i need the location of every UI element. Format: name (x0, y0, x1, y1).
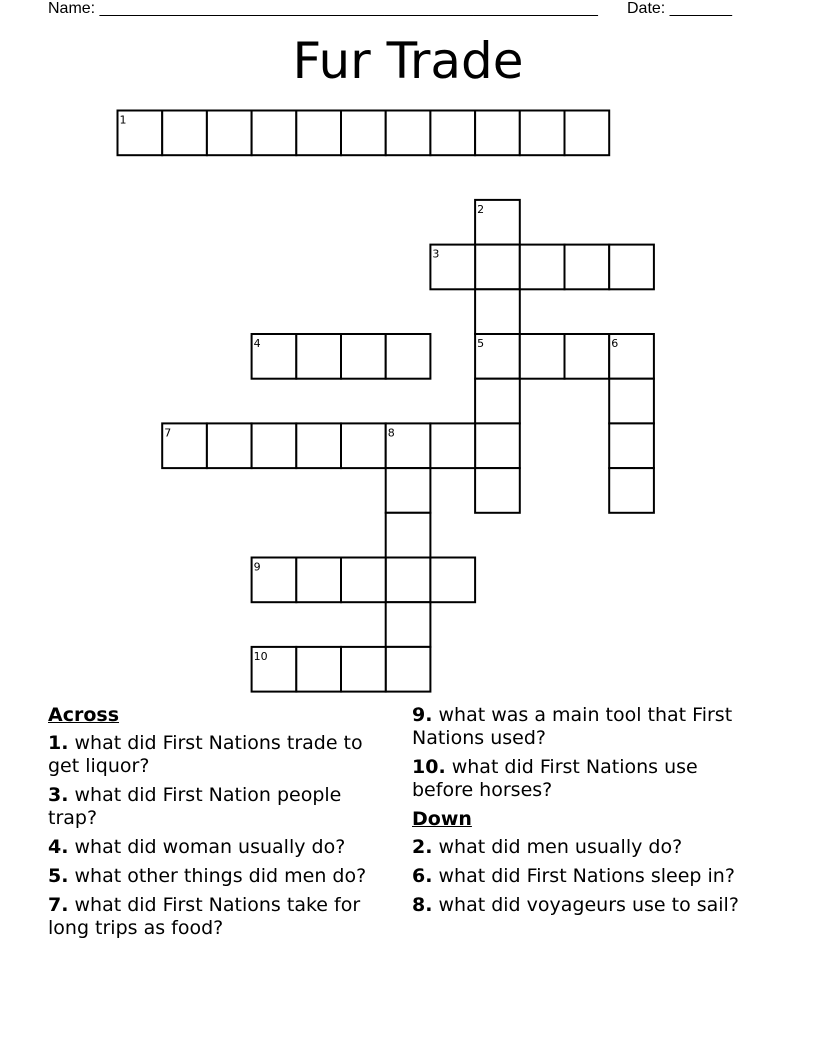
grid-cell[interactable] (386, 513, 431, 558)
grid-cell[interactable] (520, 245, 565, 290)
grid-cell[interactable] (609, 423, 654, 468)
grid-cell[interactable] (386, 334, 431, 379)
date-label: Date: (627, 0, 666, 17)
clue-text: what was a main tool that First Nations used? (412, 704, 733, 749)
clue-across-10 (412, 756, 762, 802)
grid-cell[interactable] (565, 245, 610, 290)
grid-cell[interactable] (565, 334, 610, 379)
grid-cell[interactable] (386, 558, 431, 603)
clue-text: what did First Nations trade to get liquor? (48, 732, 363, 777)
cell-number-label: 6 (611, 337, 619, 350)
grid-cell[interactable] (386, 647, 431, 692)
clue-text: what did men usually do? (438, 836, 683, 858)
grid-cell[interactable] (207, 423, 252, 468)
grid-cell[interactable] (609, 379, 654, 424)
grid-cell[interactable] (475, 289, 520, 334)
cell-number-label: 5 (477, 337, 485, 350)
cell-number-label: 2 (477, 202, 485, 216)
clue-number: 3. (48, 784, 69, 806)
cell-number-label: 8 (387, 426, 395, 440)
clue-text: what did First Nation people trap? (48, 784, 342, 829)
date-line[interactable]: _______ (669, 0, 732, 17)
clues-column-left (48, 704, 393, 946)
grid-cell[interactable] (252, 423, 297, 468)
grid-cell[interactable] (296, 558, 341, 603)
clue-across-3 (48, 784, 393, 830)
grid-cell[interactable] (565, 111, 610, 156)
grid-cell[interactable] (430, 423, 475, 468)
clue-text: what did First Nations take for long trips as food? (48, 894, 361, 939)
name-label: Name: (48, 0, 96, 17)
grid-cell[interactable] (609, 468, 654, 513)
clue-across-9 (412, 704, 762, 750)
grid-cell[interactable] (341, 334, 386, 379)
grid-cell[interactable] (341, 558, 386, 603)
grid-cell[interactable] (520, 111, 565, 156)
clue-number: 8. (412, 894, 433, 916)
grid-cell[interactable] (296, 423, 341, 468)
grid-cell[interactable] (296, 647, 341, 692)
down-heading: Down (412, 808, 472, 830)
clue-down-8 (412, 894, 762, 917)
clue-across-5 (48, 865, 393, 888)
grid-cell[interactable] (296, 334, 341, 379)
across-heading: Across (48, 704, 120, 726)
grid-cell[interactable] (162, 111, 207, 156)
cell-number-label: 4 (253, 337, 261, 350)
grid-cell[interactable] (609, 245, 654, 290)
grid-cell[interactable] (386, 468, 431, 513)
clue-number: 1. (48, 732, 69, 754)
grid-cell[interactable] (430, 111, 475, 156)
clue-number: 9. (412, 704, 433, 726)
cell-number-label: 10 (253, 649, 268, 663)
clue-down-2 (412, 836, 762, 859)
grid-cell[interactable] (520, 334, 565, 379)
clue-down-6 (412, 865, 762, 888)
clue-text: what did woman usually do? (74, 836, 346, 858)
grid-cell[interactable] (252, 111, 297, 156)
cell-number-label: 9 (253, 560, 261, 574)
page-title: Fur Trade (292, 32, 524, 90)
clue-number: 5. (48, 865, 69, 887)
clue-text: what did First Nations sleep in? (438, 865, 735, 887)
clue-number: 7. (48, 894, 69, 916)
grid-cell[interactable] (430, 558, 475, 603)
clue-across-1 (48, 732, 393, 778)
clue-number: 10. (412, 756, 446, 778)
grid-cell[interactable] (475, 468, 520, 513)
grid-cell[interactable] (341, 111, 386, 156)
clue-across-4 (48, 836, 393, 859)
clue-number: 2. (412, 836, 433, 858)
clue-text: what did First Nations use before horses? (412, 756, 698, 801)
grid-cell[interactable] (475, 423, 520, 468)
grid-cell[interactable] (341, 423, 386, 468)
cell-number-label: 7 (164, 426, 172, 440)
clues-column-right (412, 704, 762, 923)
clue-text: what other things did men do? (74, 865, 367, 887)
grid-cell[interactable] (475, 245, 520, 290)
clue-across-7 (48, 894, 393, 940)
clue-number: 4. (48, 836, 69, 858)
grid-cell[interactable] (207, 111, 252, 156)
grid-cell[interactable] (475, 379, 520, 424)
grid-cell[interactable] (475, 111, 520, 156)
clue-number: 6. (412, 865, 433, 887)
clue-text: what did voyageurs use to sail? (438, 894, 739, 916)
grid-cell[interactable] (386, 602, 431, 647)
name-line[interactable]: ________________________________________________________ (99, 0, 598, 17)
grid-cell[interactable] (296, 111, 341, 156)
grid-cell[interactable] (341, 647, 386, 692)
grid-cell[interactable] (386, 111, 431, 156)
cell-number-label: 3 (432, 247, 440, 261)
cell-number-label: 1 (119, 113, 127, 127)
